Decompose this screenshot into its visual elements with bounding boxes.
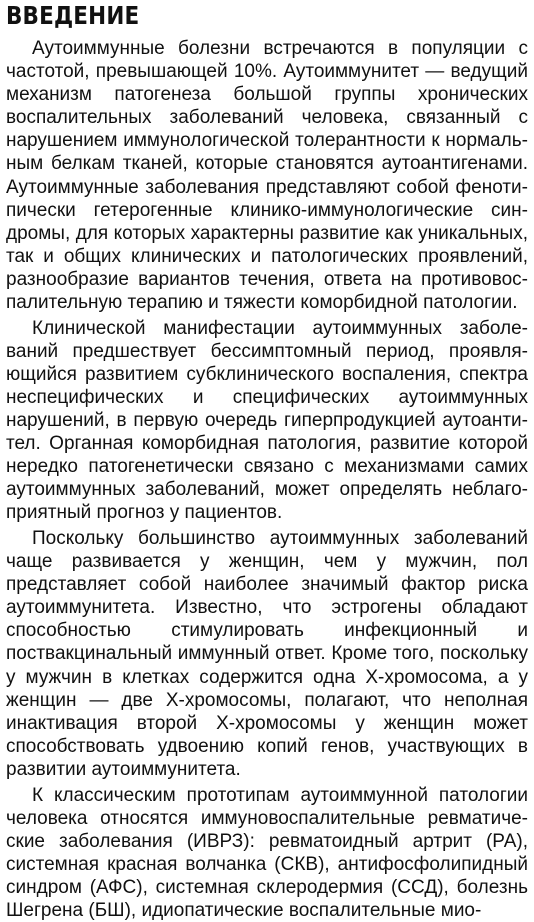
paragraph: К классическим прототипам аутоиммунной патологии человека относятся иммуновоспалительные ревматические заболевания (ИВРЗ): ревматоидный артрит (РА), системная красная волчанка (СКВ), антифосфолипидный синдром (АФС), системная склеродермия (ССД), болезнь Шегрена (БШ), идиопатические воспалительные мио- xyxy=(6,784,528,922)
paragraph: Поскольку большинство аутоиммунных заболеваний чаще развивается у женщин, чем у мужчин, пол представляет собой наиболее значимый фактор риска аутоиммунитета. Известно, что эстрогены обладают способностью стимулировать инфекционный и поствакцинальный иммунный ответ. Кроме того, поскольку у мужчин в клетках содержится одна X-хромосома, а у женщин — две X-хромосомы, полагают, что неполная инактивация второй X-хромосомы у женщин может способствовать удвоению копий генов, участвующих в развитии аутоиммунитета. xyxy=(6,527,528,781)
section-heading: ВВЕДЕНИЕ xyxy=(6,0,455,30)
paragraph: Аутоиммунные болезни встречаются в популяции с частотой, превышающей 10%. Аутоиммунитет — ведущий механизм патогенеза большой группы хронических воспалительных заболеваний человека, связанный с нарушением иммунологической толерантности к нормальным белкам тканей, которые становятся аутоантигенами. Аутоиммунные заболевания представляют собой фенотипически гетерогенные клинико-иммунологические синдромы, для которых характерны развитие как уникальных, так и общих клинических и патологических проявлений, разнообразие вариантов течения, ответа на противовоспалительную терапию и тяжести коморбидной патологии. xyxy=(6,37,528,314)
paragraph: Клинической манифестации аутоиммунных заболеваний предшествует бессимптомный период, проявляющийся развитием субклинического воспаления, спектра неспецифических и специфических аутоиммунных нарушений, в первую очередь гиперпродукцией аутоантител. Органная коморбидная патология, развитие которой нередко патогенетически связано с механизмами самих аутоиммунных заболеваний, может определять неблагоприятный прогноз у пациентов. xyxy=(6,317,528,525)
body-text xyxy=(6,37,528,922)
